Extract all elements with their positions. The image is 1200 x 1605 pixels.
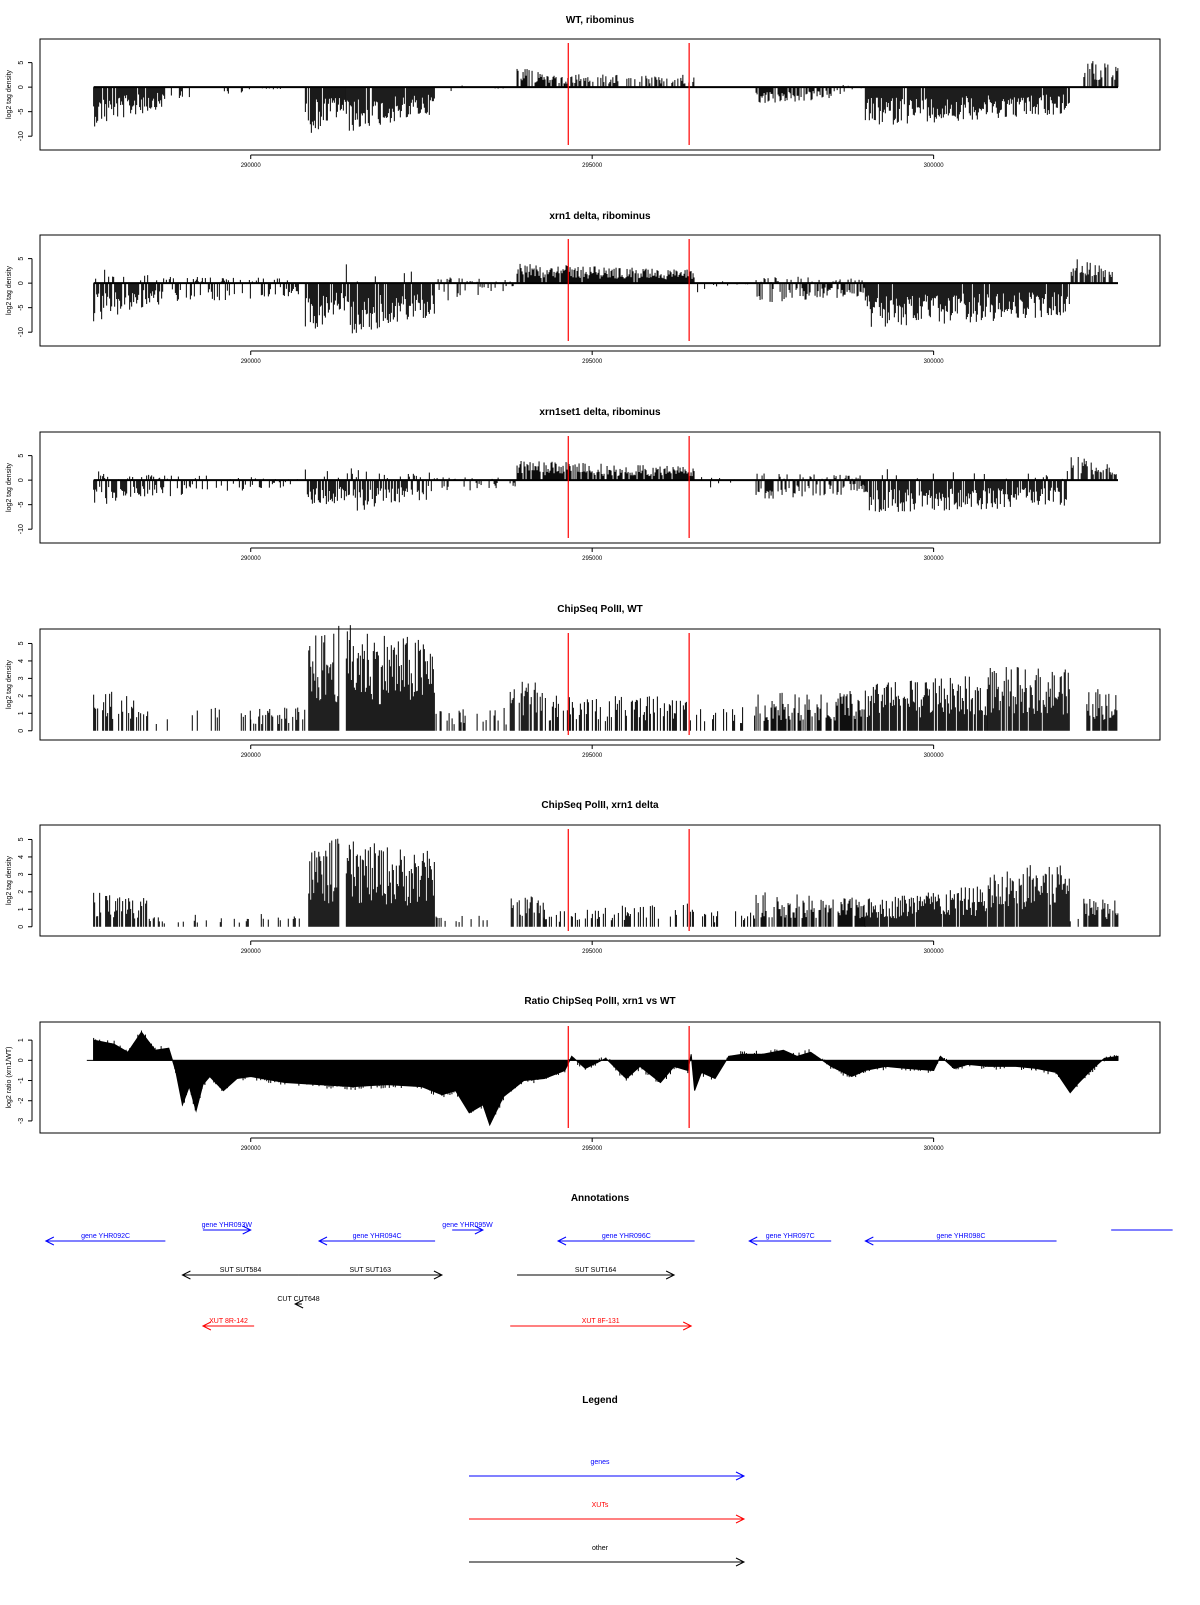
feature-label: gene YHR093W <box>201 1222 253 1229</box>
legend-title: Legend <box>582 1395 618 1406</box>
gene-feature <box>319 1233 435 1245</box>
feature-label: SUT SUT164 <box>574 1267 617 1274</box>
panel-3 <box>6 407 1160 562</box>
panel-title: WT, ribominus <box>565 15 635 26</box>
gene-feature <box>749 1233 831 1245</box>
x-tick-label: 290000 <box>240 753 261 759</box>
panel-5 <box>6 800 1160 955</box>
ratio-area <box>94 1032 1118 1125</box>
y-tick-label: 4 <box>18 854 25 859</box>
y-tick-label: -10 <box>18 524 25 535</box>
y-tick-label: -1 <box>18 1077 25 1084</box>
y-axis-label: log2 tag density <box>6 659 13 710</box>
y-tick-label: 3 <box>18 872 25 877</box>
y-tick-label: 0 <box>18 478 25 483</box>
y-tick-label: 0 <box>18 85 25 90</box>
y-axis-label: log2 tag density <box>6 462 13 513</box>
y-tick-label: -10 <box>18 327 25 338</box>
feature-label: gene YHR094C <box>352 1233 402 1240</box>
legend-label: genes <box>590 1459 610 1466</box>
panel-2 <box>6 211 1160 365</box>
feature-label: CUT CUT648 <box>277 1296 320 1303</box>
y-tick-label: 5 <box>18 837 25 842</box>
annotations-title: Annotations <box>570 1193 630 1204</box>
y-axis-label: log2 tag density <box>6 69 13 120</box>
y-tick-label: 1 <box>18 1038 25 1043</box>
series-data <box>94 61 1118 133</box>
gene-feature <box>442 1222 493 1234</box>
panel-4 <box>6 604 1160 759</box>
legend <box>469 1395 744 1566</box>
x-tick-label: 300000 <box>923 163 944 169</box>
gene-feature <box>202 1222 253 1234</box>
y-tick-label: -2 <box>18 1097 25 1104</box>
y-tick-label: 1 <box>18 711 25 716</box>
gene-feature <box>558 1233 695 1245</box>
series-data <box>94 625 1117 731</box>
xut-feature <box>510 1318 691 1330</box>
other-feature <box>299 1267 442 1279</box>
y-tick-label: 5 <box>18 641 25 646</box>
x-tick-label: 290000 <box>240 949 261 955</box>
y-tick-label: 5 <box>18 60 25 65</box>
series-data <box>94 259 1118 333</box>
panel-title: xrn1set1 delta, ribominus <box>539 407 661 418</box>
y-tick-label: 5 <box>18 453 25 458</box>
y-tick-label: -5 <box>18 501 25 508</box>
panel-title: ChipSeq PolII, xrn1 delta <box>541 800 659 811</box>
legend-item <box>469 1459 744 1480</box>
x-tick-label: 295000 <box>582 359 603 365</box>
y-tick-label: 3 <box>18 676 25 681</box>
x-tick-label: 300000 <box>923 753 944 759</box>
y-tick-label: -5 <box>18 304 25 311</box>
legend-label: other <box>592 1545 608 1552</box>
other-feature <box>277 1296 319 1308</box>
feature-label: gene YHR097C <box>765 1233 815 1240</box>
feature-label: gene YHR098C <box>936 1233 986 1240</box>
feature-label: SUT SUT584 <box>219 1267 262 1274</box>
series-data <box>94 839 1118 927</box>
panel-title: ChipSeq PolII, WT <box>557 604 643 615</box>
series-data <box>87 1031 1118 1125</box>
panel-1 <box>6 15 1160 169</box>
x-tick-label: 290000 <box>240 1146 261 1152</box>
gene-feature <box>865 1233 1056 1245</box>
x-tick-label: 295000 <box>582 1146 603 1152</box>
y-tick-label: -10 <box>18 131 25 142</box>
y-tick-label: 0 <box>18 728 25 733</box>
y-tick-label: 1 <box>18 907 25 912</box>
panel-title: Ratio ChipSeq PolII, xrn1 vs WT <box>524 996 676 1007</box>
x-tick-label: 300000 <box>923 1146 944 1152</box>
x-tick-label: 295000 <box>582 163 603 169</box>
y-axis-label: log2 tag density <box>6 855 13 906</box>
x-tick-label: 290000 <box>240 359 261 365</box>
legend-item <box>469 1502 744 1523</box>
xut-feature <box>203 1318 254 1330</box>
y-tick-label: 0 <box>18 924 25 929</box>
x-tick-label: 295000 <box>582 949 603 955</box>
series-data <box>94 457 1118 512</box>
x-tick-label: 295000 <box>582 556 603 562</box>
legend-label: XUTs <box>591 1502 609 1509</box>
y-tick-label: 5 <box>18 256 25 261</box>
y-tick-label: 0 <box>18 1058 25 1063</box>
feature-label: gene YHR092C <box>81 1233 131 1240</box>
feature-label: gene YHR096C <box>601 1233 651 1240</box>
x-tick-label: 295000 <box>582 753 603 759</box>
feature-label: gene YHR095W <box>442 1222 493 1229</box>
panel-6 <box>6 996 1160 1152</box>
y-tick-label: 2 <box>18 693 25 698</box>
legend-item <box>469 1545 744 1566</box>
x-tick-label: 300000 <box>923 359 944 365</box>
y-tick-label: 0 <box>18 281 25 286</box>
y-tick-label: -3 <box>18 1117 25 1125</box>
annotations-panel <box>46 1193 1173 1330</box>
y-tick-label: -5 <box>18 108 25 115</box>
y-axis-label: log2 ratio (xrn1/WT) <box>6 1046 13 1109</box>
x-tick-label: 300000 <box>923 949 944 955</box>
y-tick-label: 2 <box>18 889 25 894</box>
feature-label: SUT SUT163 <box>349 1267 391 1274</box>
gene-feature <box>46 1233 166 1245</box>
other-feature <box>182 1267 298 1279</box>
feature-label: XUT 8F-131 <box>581 1318 620 1325</box>
x-tick-label: 290000 <box>240 556 261 562</box>
feature-label: XUT 8R-142 <box>209 1318 248 1325</box>
panel-title: xrn1 delta, ribominus <box>549 211 651 222</box>
x-tick-label: 300000 <box>923 556 944 562</box>
x-tick-label: 290000 <box>240 163 261 169</box>
y-axis-label: log2 tag density <box>6 265 13 316</box>
other-feature <box>517 1267 674 1279</box>
y-tick-label: 4 <box>18 658 25 663</box>
